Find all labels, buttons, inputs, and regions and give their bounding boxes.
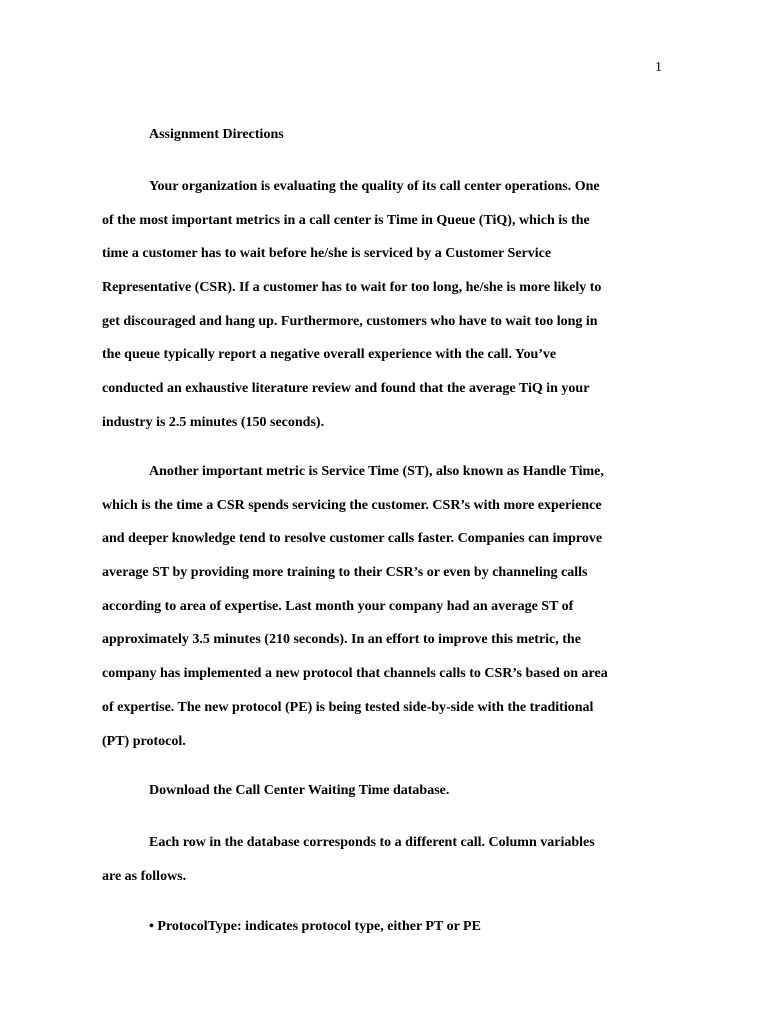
paragraph-tiq xyxy=(102,178,672,448)
paragraph-line: conducted an exhaustive literature review and found that the average TiQ in your xyxy=(102,381,590,397)
paragraph-line: and deeper knowledge tend to resolve customer calls faster. Companies can improve xyxy=(102,531,603,547)
paragraph-line: Each row in the database corresponds to a different call. Column variables xyxy=(149,835,595,850)
paragraph-line: industry is 2.5 minutes (150 seconds). xyxy=(102,414,325,430)
paragraph-line: which is the time a CSR spends servicing the customer. CSR’s with more experience xyxy=(102,497,602,513)
paragraph-line: of the most important metrics in a call center is Time in Queue (TiQ), which is the xyxy=(102,212,590,228)
paragraph-line: the queue typically report a negative overall experience with the call. You’ve xyxy=(102,347,557,363)
paragraph-line: Representative (CSR). If a customer has to wait for too long, he/she is more likely to xyxy=(102,280,602,296)
paragraph-line: get discouraged and hang up. Furthermore, customers who have to wait too long in xyxy=(102,313,598,329)
bullet-protocol-type: • ProtocolType: indicates protocol type, either PT or PE xyxy=(149,919,481,934)
download-instruction: Download the Call Center Waiting Time database. xyxy=(149,783,450,798)
page-number: 1 xyxy=(655,60,662,75)
assignment-heading: Assignment Directions xyxy=(149,127,284,142)
paragraph-database xyxy=(102,834,672,901)
paragraph-line: average ST by providing more training to their CSR’s or even by channeling calls xyxy=(102,565,588,581)
paragraph-line: of expertise. The new protocol (PE) is being tested side-by-side with the traditional xyxy=(102,699,594,715)
paragraph-line: Your organization is evaluating the quality of its call center operations. One xyxy=(149,179,600,194)
paragraph-line: time a customer has to wait before he/she is serviced by a Customer Service xyxy=(102,246,552,262)
paragraph-line: Another important metric is Service Time (ST), also known as Handle Time, xyxy=(149,464,604,479)
paragraph-line: according to area of expertise. Last month your company had an average ST of xyxy=(102,598,574,614)
paragraph-line: approximately 3.5 minutes (210 seconds). In an effort to improve this metric, the xyxy=(102,632,581,648)
paragraph-line: company has implemented a new protocol that channels calls to CSR’s based on area xyxy=(102,666,608,682)
paragraph-line: (PT) protocol. xyxy=(102,733,186,749)
paragraph-service-time xyxy=(102,463,672,766)
paragraph-line: are as follows. xyxy=(102,868,187,884)
